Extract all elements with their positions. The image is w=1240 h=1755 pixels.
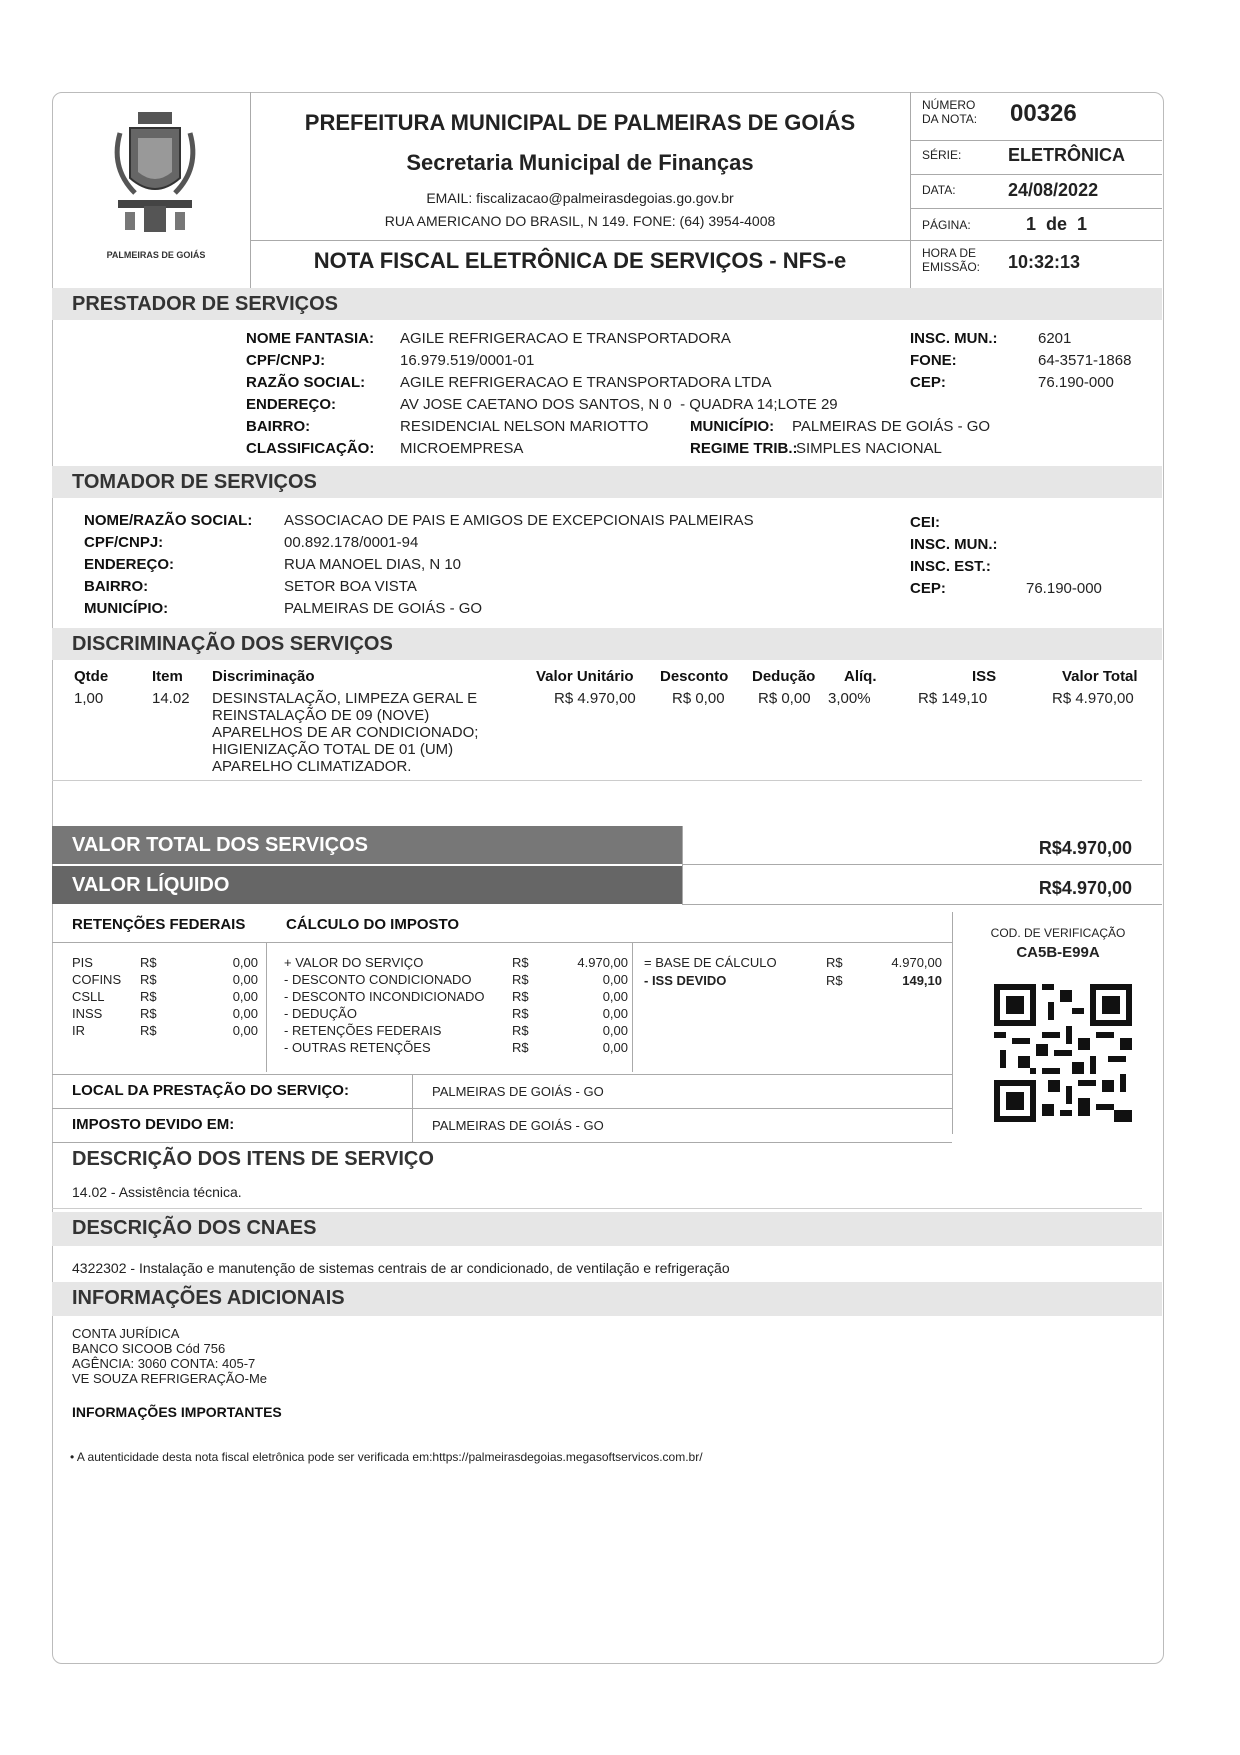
cnaes-title: DESCRIÇÃO DOS CNAES xyxy=(72,1217,317,1239)
calc-row xyxy=(284,971,628,988)
provider-phone: 64-3571-1868 xyxy=(1038,352,1132,369)
meta-divider xyxy=(910,208,1162,209)
provider-district: RESIDENCIAL NELSON MARIOTTO xyxy=(400,418,649,435)
important-text: • A autenticidade desta nota fiscal eletrônica pode ser verificada em:https://palmeirasdegoias.megasoftservicos.com.br/ xyxy=(70,1450,703,1464)
col-unit-header: Valor Unitário xyxy=(536,668,634,685)
place-divider xyxy=(52,1074,952,1075)
provider-title: PRESTADOR DE SERVIÇOS xyxy=(72,293,338,315)
calc-row xyxy=(284,954,628,971)
services-row-divider xyxy=(52,780,1142,781)
col-desc-header: Discriminação xyxy=(212,668,315,685)
retentions-table xyxy=(72,954,258,1039)
taker-city: PALMEIRAS DE GOIÁS - GO xyxy=(284,600,483,617)
retention-cur: R$ xyxy=(140,972,157,987)
row-total: R$ 4.970,00 xyxy=(1052,690,1134,707)
calc-cur: R$ xyxy=(512,1040,529,1055)
items-desc-divider xyxy=(52,1208,1142,1209)
taker-address: RUA MANOEL DIAS, N 10 xyxy=(284,556,461,573)
calc-row xyxy=(284,1005,628,1022)
col-rate-header: Alíq. xyxy=(844,668,877,685)
retention-val: 0,00 xyxy=(232,1006,258,1021)
invoice-number: 00326 xyxy=(1010,100,1077,127)
tax-result xyxy=(644,954,942,990)
row-description-line: HIGIENIZAÇÃO TOTAL DE 01 (UM) xyxy=(212,741,454,758)
services-title: DISCRIMINAÇÃO DOS SERVIÇOS xyxy=(72,633,393,655)
calc-divider-v xyxy=(632,942,633,1072)
row-unit-value: R$ 4.970,00 xyxy=(554,690,636,707)
taker-name-label: NOME/RAZÃO SOCIAL: xyxy=(84,512,253,529)
retention-name: CSLL xyxy=(72,989,105,1004)
taker-title: TOMADOR DE SERVIÇOS xyxy=(72,471,317,493)
row-item: 14.02 xyxy=(152,690,190,707)
page-value: 1 de 1 xyxy=(1026,214,1088,234)
series-label: SÉRIE: xyxy=(922,148,962,162)
city-hall-name: PREFEITURA MUNICIPAL DE PALMEIRAS DE GOIÁS xyxy=(304,110,856,135)
time-label-line1: HORA DE xyxy=(922,246,977,260)
col-item-header: Item xyxy=(152,668,183,685)
service-place-label: LOCAL DA PRESTAÇÃO DO SERVIÇO: xyxy=(72,1082,349,1099)
cnaes-section-header xyxy=(52,1212,1162,1246)
totals-divider xyxy=(682,864,1162,865)
important-title: INFORMAÇÕES IMPORTANTES xyxy=(72,1404,282,1420)
tax-due-label: IMPOSTO DEVIDO EM: xyxy=(72,1116,235,1133)
total-services-value: R$4.970,00 xyxy=(1038,838,1132,858)
logo-caption: PALMEIRAS DE GOIÁS xyxy=(106,250,206,260)
calc-row xyxy=(284,988,628,1005)
calc-val: 0,00 xyxy=(602,1040,628,1055)
provider-legal-name-label: RAZÃO SOCIAL: xyxy=(246,374,366,391)
calc-name: - DEDUÇÃO xyxy=(284,1006,357,1021)
calc-name: - DESCONTO INCONDICIONADO xyxy=(284,989,485,1004)
document-title: NOTA FISCAL ELETRÔNICA DE SERVIÇOS - NFS-e xyxy=(313,248,847,273)
provider-regime: SIMPLES NACIONAL xyxy=(796,440,942,457)
calc-val: 0,00 xyxy=(602,989,628,1004)
taker-cep: 76.190-000 xyxy=(1026,580,1102,597)
tax-due-value: PALMEIRAS DE GOIÁS - GO xyxy=(432,1118,604,1133)
net-value-label: VALOR LÍQUIDO xyxy=(72,874,230,896)
provider-insc: 6201 xyxy=(1038,330,1072,347)
retention-name: COFINS xyxy=(72,972,122,987)
items-desc-title: DESCRIÇÃO DOS ITENS DE SERVIÇO xyxy=(72,1148,434,1170)
qr-code xyxy=(994,984,1132,1122)
retention-val: 0,00 xyxy=(232,972,258,987)
additional-line: CONTA JURÍDICA xyxy=(72,1326,180,1341)
provider-regime-label: REGIME TRIB.: xyxy=(690,440,798,457)
provider-trade-name: AGILE REFRIGERACAO E TRANSPORTADORA xyxy=(400,330,731,347)
retention-row xyxy=(72,1005,258,1022)
calc-iss-row xyxy=(644,972,942,990)
number-label xyxy=(922,98,977,126)
col-qty-header: Qtde xyxy=(74,668,109,685)
row-discount: R$ 0,00 xyxy=(672,690,725,707)
taker-cep-label: CEP: xyxy=(910,580,946,597)
calc-base-label: = BASE DE CÁLCULO xyxy=(644,955,777,970)
meta-divider xyxy=(910,240,1162,241)
provider-phone-label: FONE: xyxy=(910,352,957,369)
additional-section-header xyxy=(52,1282,1162,1316)
calc-iss-cur: R$ xyxy=(826,973,843,988)
calc-base-cur: R$ xyxy=(826,955,843,970)
col-iss-header: ISS xyxy=(972,668,997,685)
city-coat-of-arms xyxy=(100,108,210,258)
qr-divider-v xyxy=(952,912,953,1134)
place-divider xyxy=(52,1108,952,1109)
retention-val: 0,00 xyxy=(232,955,258,970)
row-deduction: R$ 0,00 xyxy=(758,690,811,707)
coat-of-arms-icon xyxy=(100,108,210,258)
provider-cnpj: 16.979.519/0001-01 xyxy=(400,352,535,369)
additional-line: VE SOUZA REFRIGERAÇÃO-Me xyxy=(72,1371,268,1386)
row-qty: 1,00 xyxy=(74,690,104,707)
place-divider-v xyxy=(412,1074,413,1142)
retention-name: IR xyxy=(72,1023,85,1038)
taker-cnpj-label: CPF/CNPJ: xyxy=(84,534,164,551)
header-email: EMAIL: fiscalizacao@palmeirasdegoias.go.gov.br xyxy=(426,190,734,206)
provider-city-label: MUNICÍPIO: xyxy=(690,418,775,435)
total-services-label: VALOR TOTAL DOS SERVIÇOS xyxy=(72,834,368,856)
additional-line: AGÊNCIA: 3060 CONTA: 405-7 xyxy=(72,1356,256,1371)
provider-district-label: BAIRRO: xyxy=(246,418,311,435)
provider-address: AV JOSE CAETANO DOS SANTOS, N 0 - QUADRA 14;LOTE 29 xyxy=(400,396,838,413)
calc-iss-value: 149,10 xyxy=(902,973,942,988)
retention-row xyxy=(72,988,258,1005)
retention-name: PIS xyxy=(72,955,93,970)
additional-line: BANCO SICOOB Cód 756 xyxy=(72,1341,226,1356)
taker-cnpj: 00.892.178/0001-94 xyxy=(284,534,419,551)
calc-base-row xyxy=(644,954,942,972)
qr-code-icon xyxy=(994,984,1132,1122)
calc-name: - DESCONTO CONDICIONADO xyxy=(284,972,472,987)
provider-insc-label: INSC. MUN.: xyxy=(910,330,998,347)
items-desc-text: 14.02 - Assistência técnica. xyxy=(72,1184,242,1200)
provider-legal-name: AGILE REFRIGERACAO E TRANSPORTADORA LTDA xyxy=(400,374,772,391)
taker-section-header xyxy=(52,466,1162,498)
row-iss: R$ 149,10 xyxy=(918,690,988,707)
taker-name: ASSOCIACAO DE PAIS E AMIGOS DE EXCEPCIONAIS PALMEIRAS xyxy=(284,512,754,529)
cnaes-text: 4322302 - Instalação e manutenção de sistemas centrais de ar condicionado, de ventilação e refrigeração xyxy=(72,1260,730,1276)
taker-address-label: ENDEREÇO: xyxy=(84,556,175,573)
calc-cur: R$ xyxy=(512,955,529,970)
retention-row xyxy=(72,1022,258,1039)
verification-code: CA5B-E99A xyxy=(1016,944,1100,961)
retentions-divider-v xyxy=(266,942,267,1072)
provider-cep: 76.190-000 xyxy=(1038,374,1114,391)
col-deduction-header: Dedução xyxy=(752,668,816,685)
calc-name: - OUTRAS RETENÇÕES xyxy=(284,1040,431,1055)
retention-name: INSS xyxy=(72,1006,103,1021)
col-discount-header: Desconto xyxy=(660,668,729,685)
totals-divider-v xyxy=(682,826,683,904)
row-rate: 3,00% xyxy=(828,690,871,707)
calc-name: - RETENÇÕES FEDERAIS xyxy=(284,1023,442,1038)
calc-cur: R$ xyxy=(512,989,529,1004)
retention-cur: R$ xyxy=(140,955,157,970)
page-label: PÁGINA: xyxy=(922,218,971,232)
time-value: 10:32:13 xyxy=(1008,252,1081,272)
retention-cur: R$ xyxy=(140,989,157,1004)
retentions-divider xyxy=(52,942,952,943)
date-label: DATA: xyxy=(922,183,956,197)
provider-class-label: CLASSIFICAÇÃO: xyxy=(246,440,375,457)
retentions-title: RETENÇÕES FEDERAIS xyxy=(72,916,246,933)
date-value: 24/08/2022 xyxy=(1008,180,1099,200)
calc-name: + VALOR DO SERVIÇO xyxy=(284,955,424,970)
service-place-value: PALMEIRAS DE GOIÁS - GO xyxy=(432,1084,604,1099)
taker-insc-mun-label: INSC. MUN.: xyxy=(910,536,998,553)
services-section-header xyxy=(52,628,1162,660)
provider-city: PALMEIRAS DE GOIÁS - GO xyxy=(792,418,991,435)
total-services-bar xyxy=(52,826,682,864)
taker-city-label: MUNICÍPIO: xyxy=(84,600,169,617)
row-description-line: APARELHOS DE AR CONDICIONADO; xyxy=(212,724,479,741)
provider-address-label: ENDEREÇO: xyxy=(246,396,337,413)
calc-cur: R$ xyxy=(512,972,529,987)
provider-section-header xyxy=(52,288,1162,320)
tax-calc-title: CÁLCULO DO IMPOSTO xyxy=(286,916,460,933)
taker-district: SETOR BOA VISTA xyxy=(284,578,417,595)
calc-val: 4.970,00 xyxy=(577,955,628,970)
calc-cur: R$ xyxy=(512,1006,529,1021)
provider-cnpj-label: CPF/CNPJ: xyxy=(246,352,326,369)
additional-title: INFORMAÇÕES ADICIONAIS xyxy=(72,1287,345,1309)
retention-cur: R$ xyxy=(140,1006,157,1021)
calc-val: 0,00 xyxy=(602,972,628,987)
retention-row xyxy=(72,954,258,971)
retention-cur: R$ xyxy=(140,1023,157,1038)
time-label-line2: EMISSÃO: xyxy=(922,260,981,274)
secretariat-name: Secretaria Municipal de Finanças xyxy=(406,150,754,175)
header-address: RUA AMERICANO DO BRASIL, N 149. FONE: (64) 3954-4008 xyxy=(384,213,776,229)
calc-row xyxy=(284,1039,628,1056)
time-label xyxy=(922,246,980,274)
meta-divider xyxy=(910,174,1162,175)
taker-insc-est-label: INSC. EST.: xyxy=(910,558,991,575)
net-value: R$4.970,00 xyxy=(1038,878,1132,898)
retention-row xyxy=(72,971,258,988)
additional-lines xyxy=(72,1326,267,1386)
number-label-line2: DA NOTA: xyxy=(922,112,978,126)
net-value-bar xyxy=(52,866,682,904)
place-divider xyxy=(52,1142,952,1143)
row-description-line: REINSTALAÇÃO DE 09 (NOVE) xyxy=(212,707,430,724)
retention-val: 0,00 xyxy=(232,989,258,1004)
retention-val: 0,00 xyxy=(232,1023,258,1038)
verification-label: COD. DE VERIFICAÇÃO xyxy=(990,926,1126,940)
number-label-line1: NÚMERO xyxy=(922,98,976,112)
provider-cep-label: CEP: xyxy=(910,374,946,391)
taker-district-label: BAIRRO: xyxy=(84,578,149,595)
series-value: ELETRÔNICA xyxy=(1008,145,1125,165)
col-total-header: Valor Total xyxy=(1062,668,1138,685)
provider-trade-name-label: NOME FANTASIA: xyxy=(246,330,375,347)
provider-class: MICROEMPRESA xyxy=(400,440,524,457)
meta-divider xyxy=(910,140,1162,141)
row-description xyxy=(212,690,478,775)
calc-iss-label: - ISS DEVIDO xyxy=(644,973,727,988)
row-description-line: APARELHO CLIMATIZADOR. xyxy=(212,758,412,775)
header-divider-right xyxy=(910,92,911,288)
calc-row xyxy=(284,1022,628,1039)
tax-calc-table xyxy=(284,954,628,1056)
row-description-line: DESINSTALAÇÃO, LIMPEZA GERAL E xyxy=(212,690,478,707)
calc-val: 0,00 xyxy=(602,1006,628,1021)
calc-base-value: 4.970,00 xyxy=(891,955,942,970)
calc-cur: R$ xyxy=(512,1023,529,1038)
totals-divider xyxy=(682,904,1162,905)
taker-cei-label: CEI: xyxy=(910,514,940,531)
header-divider-h xyxy=(250,240,910,241)
calc-val: 0,00 xyxy=(602,1023,628,1038)
